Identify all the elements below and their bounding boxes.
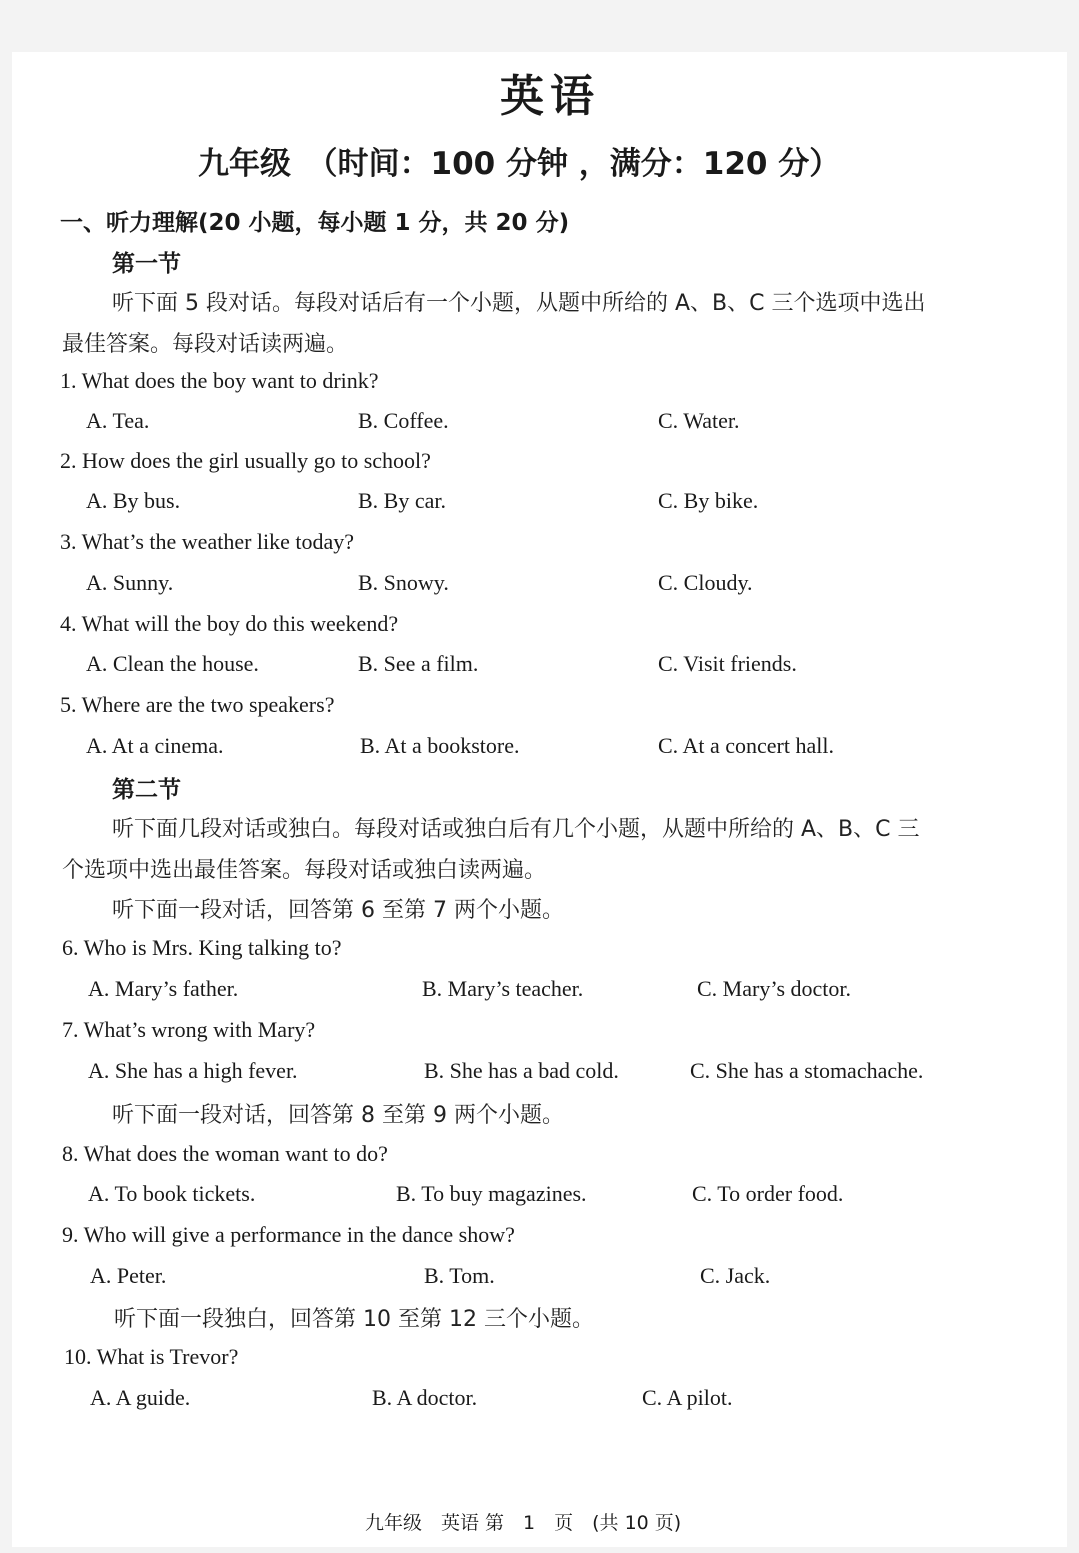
question-6: 6. Who is Mrs. King talking to? bbox=[62, 935, 342, 960]
instructions-1-line1: 听下面 5 段对话。每段对话后有一个小题，从题中所给的 A、B、C 三个选项中选出 bbox=[112, 291, 926, 316]
option-4c: C. Visit friends. bbox=[658, 651, 797, 676]
option-9a: A. Peter. bbox=[90, 1263, 167, 1288]
prompt-questions-6-7: 听下面一段对话，回答第 6 至第 7 两个小题。 bbox=[112, 898, 564, 923]
instructions-1-line2: 最佳答案。每段对话读两遍。 bbox=[62, 332, 349, 357]
option-3a: A. Sunny. bbox=[86, 570, 174, 595]
option-9c: C. Jack. bbox=[700, 1263, 771, 1288]
question-10: 10. What is Trevor? bbox=[64, 1344, 239, 1369]
prompt-questions-8-9: 听下面一段对话，回答第 8 至第 9 两个小题。 bbox=[112, 1103, 564, 1128]
option-4b: B. See a film. bbox=[358, 651, 479, 676]
option-2b: B. By car. bbox=[358, 488, 446, 513]
option-7c: C. She has a stomachache. bbox=[690, 1058, 924, 1083]
exam-subtitle: 九年级 （时间：100 分钟 ，满分：120 分） bbox=[198, 146, 841, 182]
question-1: 1. What does the boy want to drink? bbox=[60, 368, 379, 393]
page-footer: 九年级 英语 第 1 页 (共 10 页) bbox=[365, 1512, 682, 1534]
option-6a: A. Mary’s father. bbox=[88, 976, 239, 1001]
option-7b: B. She has a bad cold. bbox=[424, 1058, 619, 1083]
question-4: 4. What will the boy do this weekend? bbox=[60, 611, 399, 636]
option-8c: C. To order food. bbox=[692, 1181, 844, 1206]
subsection-heading-2: 第二节 bbox=[112, 777, 181, 803]
section-heading-listening: 一、听力理解(20 小题，每小题 1 分，共 20 分) bbox=[60, 210, 570, 236]
question-2: 2. How does the girl usually go to school? bbox=[60, 448, 431, 473]
option-4a: A. Clean the house. bbox=[86, 651, 259, 676]
question-5: 5. Where are the two speakers? bbox=[60, 692, 335, 717]
option-1b: B. Coffee. bbox=[358, 408, 449, 433]
option-1a: A. Tea. bbox=[86, 408, 150, 433]
instructions-2-line1: 听下面几段对话或独白。每段对话或独白后有几个小题，从题中所给的 A、B、C 三 bbox=[112, 817, 920, 842]
option-5b: B. At a bookstore. bbox=[360, 733, 520, 758]
option-5c: C. At a concert hall. bbox=[658, 733, 834, 758]
instructions-2-line2: 个选项中选出最佳答案。每段对话或独白读两遍。 bbox=[62, 858, 547, 883]
option-8a: A. To book tickets. bbox=[88, 1181, 256, 1206]
option-1c: C. Water. bbox=[658, 408, 740, 433]
option-3c: C. Cloudy. bbox=[658, 570, 753, 595]
question-3: 3. What’s the weather like today? bbox=[60, 529, 355, 554]
question-8: 8. What does the woman want to do? bbox=[62, 1141, 388, 1166]
option-10a: A. A guide. bbox=[90, 1385, 191, 1410]
option-6c: C. Mary’s doctor. bbox=[697, 976, 851, 1001]
question-7: 7. What’s wrong with Mary? bbox=[62, 1017, 316, 1042]
option-2c: C. By bike. bbox=[658, 488, 759, 513]
prompt-questions-10-12: 听下面一段独白，回答第 10 至第 12 三个小题。 bbox=[114, 1307, 594, 1332]
option-7a: A. She has a high fever. bbox=[88, 1058, 298, 1083]
page-title: 英语 bbox=[500, 71, 600, 122]
option-3b: B. Snowy. bbox=[358, 570, 449, 595]
subsection-heading-1: 第一节 bbox=[112, 251, 181, 277]
option-2a: A. By bus. bbox=[86, 488, 181, 513]
option-8b: B. To buy magazines. bbox=[396, 1181, 587, 1206]
option-9b: B. Tom. bbox=[424, 1263, 495, 1288]
option-5a: A. At a cinema. bbox=[86, 733, 224, 758]
option-10b: B. A doctor. bbox=[372, 1385, 478, 1410]
option-6b: B. Mary’s teacher. bbox=[422, 976, 584, 1001]
question-9: 9. Who will give a performance in the dance show? bbox=[62, 1222, 515, 1247]
option-10c: C. A pilot. bbox=[642, 1385, 733, 1410]
